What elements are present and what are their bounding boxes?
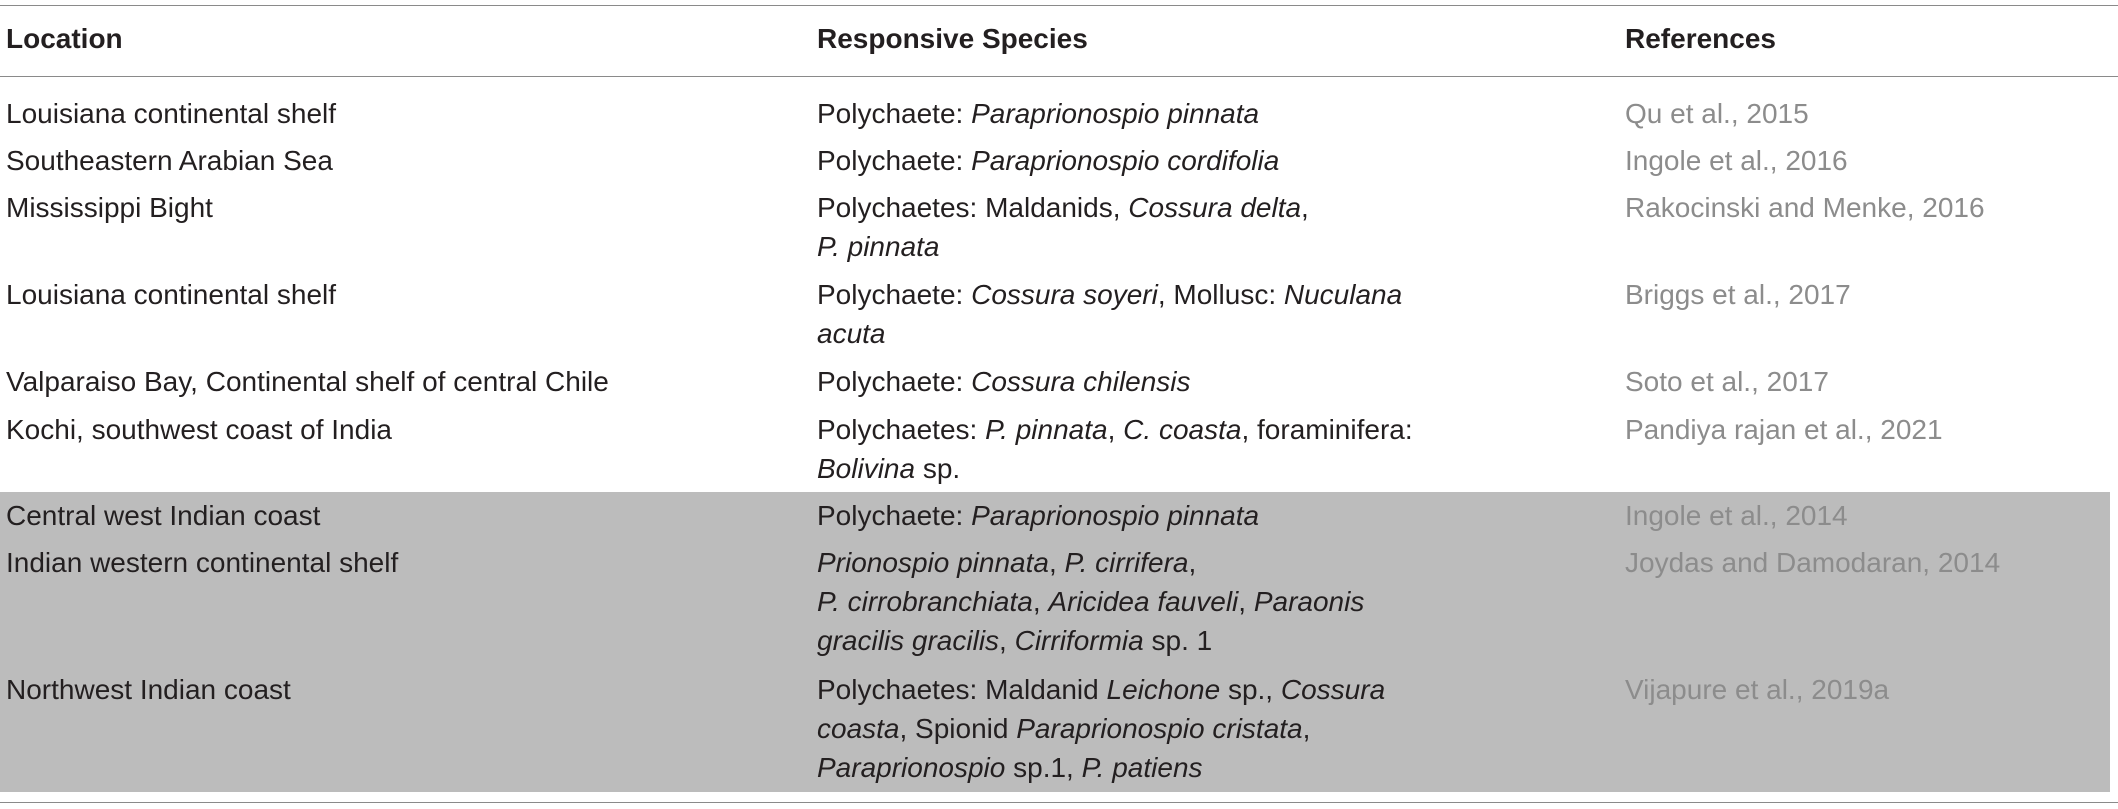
cell-location: Northwest Indian coast bbox=[6, 674, 291, 705]
species-line bbox=[817, 449, 1437, 488]
species-text: , bbox=[999, 625, 1015, 656]
species-name-italic: Leichone bbox=[1106, 674, 1221, 705]
cell-responsive-species bbox=[817, 670, 1437, 787]
species-text: sp.1, bbox=[1005, 752, 1082, 783]
cell-reference: Joydas and Damodaran, 2014 bbox=[1625, 547, 2001, 578]
cell-responsive-species bbox=[817, 410, 1437, 488]
species-name-italic: Aricidea fauveli bbox=[1048, 586, 1239, 617]
species-text: , bbox=[1301, 192, 1309, 223]
species-name-italic: Cossura bbox=[1280, 674, 1386, 705]
species-line bbox=[817, 314, 1437, 353]
species-line bbox=[817, 543, 1437, 582]
species-text: Polychaetes: Maldanids, bbox=[817, 192, 1129, 223]
cell-responsive-species bbox=[817, 94, 1437, 133]
species-text: , Spionid bbox=[899, 713, 1017, 744]
species-line bbox=[817, 94, 1437, 133]
species-text: Polychaete: bbox=[817, 145, 972, 176]
species-text: Polychaete: bbox=[817, 366, 972, 397]
species-line bbox=[817, 582, 1437, 621]
species-name-italic: Paraprionospio cristata bbox=[1016, 713, 1303, 744]
species-line bbox=[817, 141, 1437, 180]
species-name-italic: Paraprionospio bbox=[817, 752, 1006, 783]
species-name-italic: P. pinnata bbox=[985, 414, 1108, 445]
species-name-italic: P. cirrifera bbox=[1064, 547, 1189, 578]
species-line bbox=[817, 188, 1437, 227]
species-name-italic: Paraprionospio cordifolia bbox=[971, 145, 1280, 176]
species-name-italic: P. patiens bbox=[1081, 752, 1203, 783]
cell-reference: Rakocinski and Menke, 2016 bbox=[1625, 192, 1985, 223]
table-header-rule bbox=[0, 76, 2118, 77]
species-text: , foraminifera: bbox=[1241, 414, 1413, 445]
species-line bbox=[817, 709, 1437, 748]
species-name-italic: Paraonis bbox=[1253, 586, 1365, 617]
species-text: , bbox=[1188, 547, 1197, 578]
cell-location: Louisiana continental shelf bbox=[6, 98, 337, 129]
species-line bbox=[817, 748, 1437, 787]
species-line bbox=[817, 275, 1437, 314]
species-text: , bbox=[1302, 713, 1311, 744]
species-name-italic: acuta bbox=[817, 318, 886, 349]
species-line bbox=[817, 227, 1437, 266]
species-text: Polychaetes: bbox=[817, 414, 986, 445]
cell-responsive-species bbox=[817, 543, 1437, 660]
species-name-italic: P. cirrobranchiata bbox=[817, 586, 1033, 617]
species-text: sp. 1 bbox=[1143, 625, 1213, 656]
species-name-italic: C. coasta bbox=[1123, 414, 1242, 445]
cell-responsive-species bbox=[817, 141, 1437, 180]
cell-reference: Vijapure et al., 2019a bbox=[1625, 674, 1890, 705]
cell-reference: Ingole et al., 2014 bbox=[1625, 500, 1848, 531]
species-name-italic: Paraprionospio pinnata bbox=[971, 98, 1260, 129]
species-line bbox=[817, 621, 1437, 660]
species-text: Polychaetes: Maldanid bbox=[817, 674, 1107, 705]
header-location: Location bbox=[6, 23, 123, 54]
cell-location: Southeastern Arabian Sea bbox=[6, 145, 333, 176]
species-name-italic: gracilis gracilis bbox=[817, 625, 1000, 656]
cell-reference: Ingole et al., 2016 bbox=[1625, 145, 1848, 176]
species-text: Polychaete: bbox=[817, 500, 972, 531]
cell-location: Louisiana continental shelf bbox=[6, 279, 337, 310]
table-bottom-rule bbox=[0, 802, 2118, 803]
species-text: , Mollusc: bbox=[1157, 279, 1284, 310]
cell-responsive-species bbox=[817, 496, 1437, 535]
species-name-italic: Cossura soyeri bbox=[971, 279, 1158, 310]
header-references: References bbox=[1625, 23, 1776, 54]
species-text: , bbox=[1032, 586, 1049, 617]
species-text: sp., bbox=[1220, 674, 1281, 705]
cell-reference: Pandiya rajan et al., 2021 bbox=[1625, 414, 1943, 445]
species-name-italic: Prionospio pinnata bbox=[817, 547, 1049, 578]
species-text: Polychaete: bbox=[817, 279, 972, 310]
species-name-italic: P. pinnata bbox=[817, 231, 940, 262]
species-line bbox=[817, 410, 1437, 449]
cell-location: Mississippi Bight bbox=[6, 192, 213, 223]
header-responsive-species: Responsive Species bbox=[817, 23, 1088, 54]
species-name-italic: Nuculana bbox=[1283, 279, 1403, 310]
species-text: , bbox=[1238, 586, 1254, 617]
species-text: sp. bbox=[915, 453, 961, 484]
species-name-italic: Bolivina bbox=[817, 453, 916, 484]
table-top-rule bbox=[0, 5, 2118, 6]
species-text: , bbox=[1048, 547, 1065, 578]
species-name-italic: Paraprionospio pinnata bbox=[971, 500, 1260, 531]
cell-location: Kochi, southwest coast of India bbox=[6, 414, 392, 445]
species-name-italic: Cirriformia bbox=[1014, 625, 1144, 656]
species-line bbox=[817, 362, 1437, 401]
species-line bbox=[817, 496, 1437, 535]
species-line bbox=[817, 670, 1437, 709]
species-text: Polychaete: bbox=[817, 98, 972, 129]
cell-responsive-species bbox=[817, 188, 1437, 266]
species-name-italic: coasta bbox=[817, 713, 900, 744]
cell-reference: Briggs et al., 2017 bbox=[1625, 279, 1851, 310]
cell-responsive-species bbox=[817, 362, 1437, 401]
species-name-italic: Cossura chilensis bbox=[971, 366, 1191, 397]
species-name-italic: Cossura delta bbox=[1128, 192, 1302, 223]
species-text: , bbox=[1107, 414, 1124, 445]
cell-reference: Soto et al., 2017 bbox=[1625, 366, 1829, 397]
cell-location: Valparaiso Bay, Continental shelf of central Chile bbox=[6, 366, 609, 397]
cell-reference: Qu et al., 2015 bbox=[1625, 98, 1809, 129]
cell-responsive-species bbox=[817, 275, 1437, 353]
cell-location: Indian western continental shelf bbox=[6, 547, 399, 578]
cell-location: Central west Indian coast bbox=[6, 500, 321, 531]
